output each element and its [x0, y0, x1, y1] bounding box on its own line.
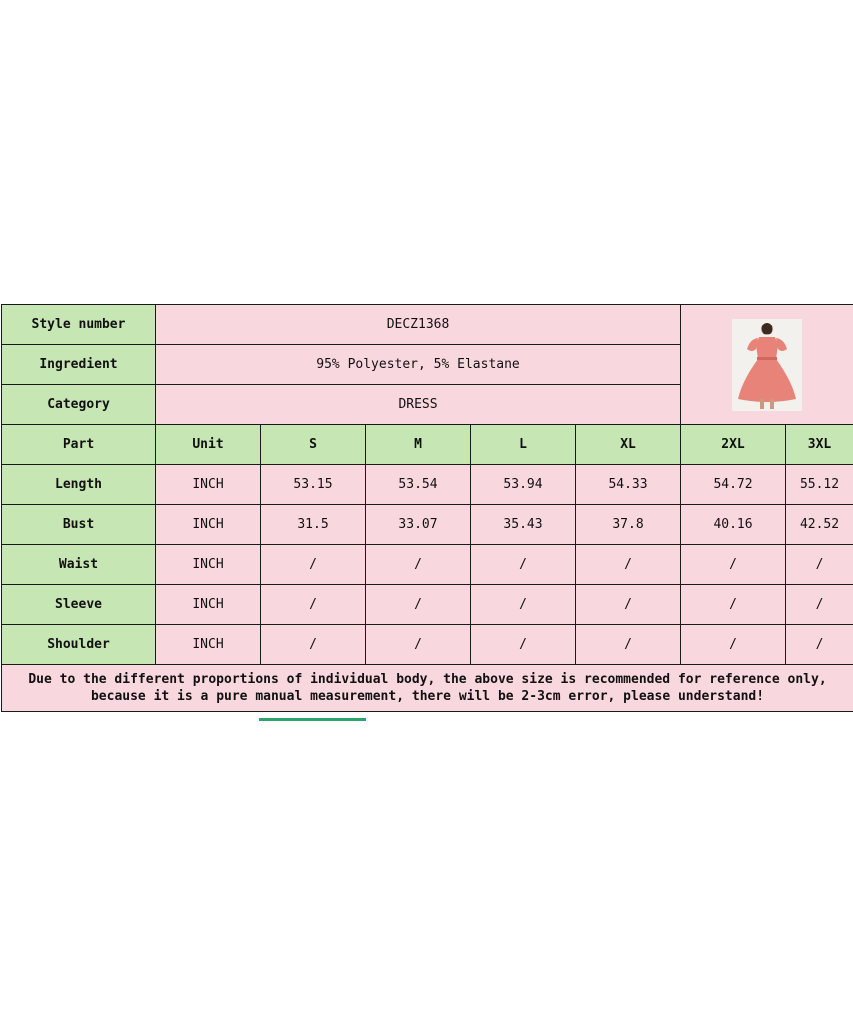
- product-photo-cell: [681, 305, 853, 425]
- cell: /: [681, 545, 786, 585]
- row-unit: INCH: [156, 505, 261, 545]
- cell: /: [366, 545, 471, 585]
- row-unit: INCH: [156, 545, 261, 585]
- header-size-m: M: [366, 425, 471, 465]
- header-size-l: L: [471, 425, 576, 465]
- ingredient-label: Ingredient: [2, 345, 156, 385]
- table-row: [2, 505, 853, 545]
- header-unit: Unit: [156, 425, 261, 465]
- row-part: Shoulder: [2, 625, 156, 665]
- cell: 54.33: [576, 465, 681, 505]
- style-number-value: DECZ1368: [156, 305, 681, 345]
- table-row: [2, 585, 853, 625]
- row-part: Waist: [2, 545, 156, 585]
- cell: 37.8: [576, 505, 681, 545]
- cell: 42.52: [786, 505, 853, 545]
- measurement-disclaimer: Due to the different proportions of individual body, the above size is recommended for reference only, because it is a pure manual measurement, there will be 2-3cm error, please understand!: [2, 665, 853, 712]
- dress-photo-icon: [732, 319, 802, 411]
- cell: /: [576, 625, 681, 665]
- cell: 53.94: [471, 465, 576, 505]
- row-part: Length: [2, 465, 156, 505]
- header-size-s: S: [261, 425, 366, 465]
- cell: /: [261, 545, 366, 585]
- table-row: [2, 625, 853, 665]
- header-size-2xl: 2XL: [681, 425, 786, 465]
- header-size-3xl: 3XL: [786, 425, 853, 465]
- row-part: Sleeve: [2, 585, 156, 625]
- row-unit: INCH: [156, 585, 261, 625]
- cell: /: [576, 585, 681, 625]
- cell: /: [681, 585, 786, 625]
- category-label: Category: [2, 385, 156, 425]
- cell: /: [261, 625, 366, 665]
- cell: /: [366, 585, 471, 625]
- cell: 55.12: [786, 465, 853, 505]
- row-unit: INCH: [156, 625, 261, 665]
- cell: /: [366, 625, 471, 665]
- cell: 53.15: [261, 465, 366, 505]
- cell: /: [681, 625, 786, 665]
- cell: /: [471, 585, 576, 625]
- cell: 40.16: [681, 505, 786, 545]
- cell: /: [786, 545, 853, 585]
- cell: /: [576, 545, 681, 585]
- style-number-label: Style number: [2, 305, 156, 345]
- cell: /: [471, 545, 576, 585]
- cell: 54.72: [681, 465, 786, 505]
- cell: /: [786, 625, 853, 665]
- cell: 33.07: [366, 505, 471, 545]
- cell: /: [786, 585, 853, 625]
- ingredient-value: 95% Polyester, 5% Elastane: [156, 345, 681, 385]
- header-size-xl: XL: [576, 425, 681, 465]
- cell: 35.43: [471, 505, 576, 545]
- cell: /: [471, 625, 576, 665]
- table-row: [2, 545, 853, 585]
- header-part: Part: [2, 425, 156, 465]
- category-value: DRESS: [156, 385, 681, 425]
- row-unit: INCH: [156, 465, 261, 505]
- cell: 53.54: [366, 465, 471, 505]
- decorative-underline: [259, 718, 366, 721]
- table-row: [2, 465, 853, 505]
- cell: /: [261, 585, 366, 625]
- size-chart-table: [1, 304, 853, 712]
- row-part: Bust: [2, 505, 156, 545]
- cell: 31.5: [261, 505, 366, 545]
